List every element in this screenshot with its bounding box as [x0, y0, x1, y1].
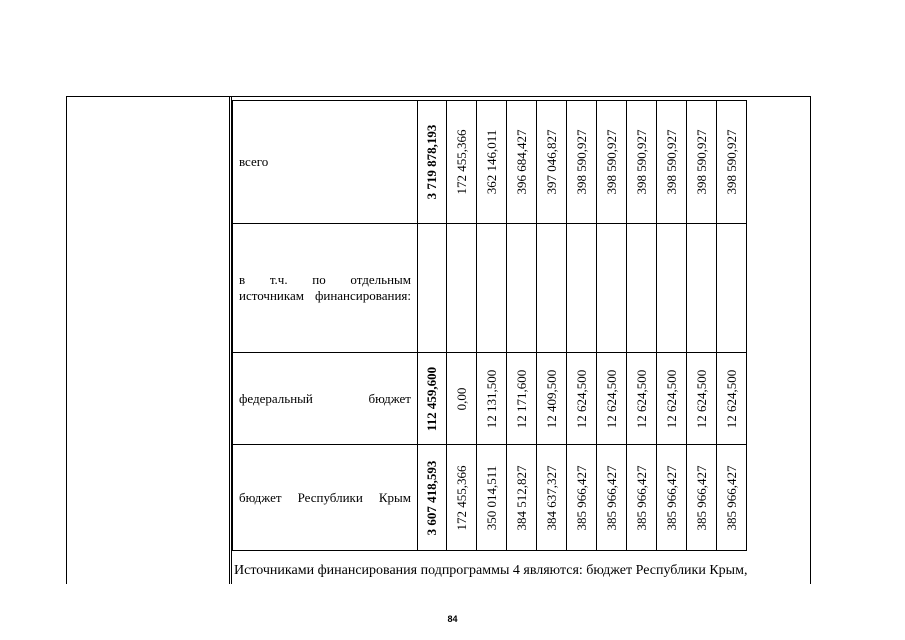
year-value: 385 966,427 [573, 465, 589, 530]
year-cell [477, 101, 507, 224]
outer-frame-left [66, 96, 67, 584]
year-cell [507, 445, 537, 551]
total-value: 3 607 418,593 [424, 460, 439, 535]
year-value: 12 131,500 [483, 369, 499, 428]
year-cell [717, 224, 747, 353]
year-cell [537, 101, 567, 224]
year-value: 12 624,500 [723, 369, 739, 428]
year-cell [507, 353, 537, 445]
year-cell [657, 101, 687, 224]
year-value: 385 966,427 [693, 465, 709, 530]
row-by-sources [233, 224, 747, 353]
year-value: 398 590,927 [603, 129, 619, 195]
year-cell [447, 101, 477, 224]
year-value: 385 966,427 [663, 465, 679, 530]
year-value: 384 512,827 [513, 465, 529, 530]
year-value: 350 014,511 [483, 465, 499, 530]
year-cell [567, 224, 597, 353]
year-value: 12 624,500 [693, 369, 709, 428]
year-cell [657, 353, 687, 445]
year-value: 12 624,500 [633, 369, 649, 428]
page-number: 84 [447, 614, 458, 624]
year-value: 172 455,366 [453, 129, 469, 195]
year-value: 12 624,500 [603, 369, 619, 428]
year-cell [657, 224, 687, 353]
outer-frame-top [66, 96, 811, 97]
year-cell [507, 101, 537, 224]
row-total [233, 101, 747, 224]
year-value: 0,00 [453, 387, 469, 410]
year-value: 12 624,500 [663, 369, 679, 428]
total-cell [418, 353, 447, 445]
financing-sources-text: Источниками финансирования подпрограммы 4 являются: бюджет Республики Крым, [234, 563, 748, 578]
year-cell [597, 101, 627, 224]
year-value: 398 590,927 [573, 129, 589, 195]
year-cell [567, 101, 597, 224]
total-value: 112 459,600 [424, 366, 439, 431]
year-value: 384 637,327 [543, 465, 559, 530]
total-cell [418, 445, 447, 551]
year-value: 12 409,500 [543, 369, 559, 428]
year-value: 398 590,927 [693, 129, 709, 195]
year-cell [687, 353, 717, 445]
year-cell [537, 353, 567, 445]
year-cell [627, 101, 657, 224]
year-value: 398 590,927 [723, 129, 739, 195]
year-value: 172 455,366 [453, 465, 469, 530]
row-federal-budget [233, 353, 747, 445]
year-cell [657, 445, 687, 551]
total-value: 3 719 878,193 [424, 124, 439, 200]
year-value: 385 966,427 [723, 465, 739, 530]
year-value: 396 684,427 [513, 129, 529, 195]
row-label: в т.ч. по отдельным источникам финансирования: [233, 224, 418, 353]
year-cell [687, 101, 717, 224]
row-label: федеральный бюджет [233, 353, 418, 445]
year-value: 362 146,011 [483, 129, 499, 195]
year-value: 397 046,827 [543, 129, 559, 195]
year-cell [597, 445, 627, 551]
row-label: бюджет Республики Крым [233, 445, 418, 551]
year-cell [477, 353, 507, 445]
year-cell [627, 353, 657, 445]
year-cell [717, 445, 747, 551]
row-label: всего [233, 101, 418, 224]
outer-frame-right [810, 96, 811, 584]
year-value: 385 966,427 [603, 465, 619, 530]
total-cell [418, 224, 447, 353]
year-value: 12 171,600 [513, 369, 529, 428]
column-divider [229, 96, 230, 584]
year-cell [507, 224, 537, 353]
financing-table [232, 100, 747, 551]
year-value: 385 966,427 [633, 465, 649, 530]
year-cell [447, 224, 477, 353]
year-cell [687, 224, 717, 353]
year-value: 398 590,927 [633, 129, 649, 195]
total-cell [418, 101, 447, 224]
year-value: 398 590,927 [663, 129, 679, 195]
year-cell [447, 353, 477, 445]
year-cell [627, 224, 657, 353]
year-cell [717, 101, 747, 224]
year-value: 12 624,500 [573, 369, 589, 428]
year-cell [567, 353, 597, 445]
year-cell [687, 445, 717, 551]
year-cell [537, 224, 567, 353]
year-cell [477, 445, 507, 551]
year-cell [447, 445, 477, 551]
year-cell [567, 445, 597, 551]
year-cell [627, 445, 657, 551]
year-cell [717, 353, 747, 445]
year-cell [597, 224, 627, 353]
row-crimea-budget [233, 445, 747, 551]
year-cell [477, 224, 507, 353]
year-cell [597, 353, 627, 445]
year-cell [537, 445, 567, 551]
